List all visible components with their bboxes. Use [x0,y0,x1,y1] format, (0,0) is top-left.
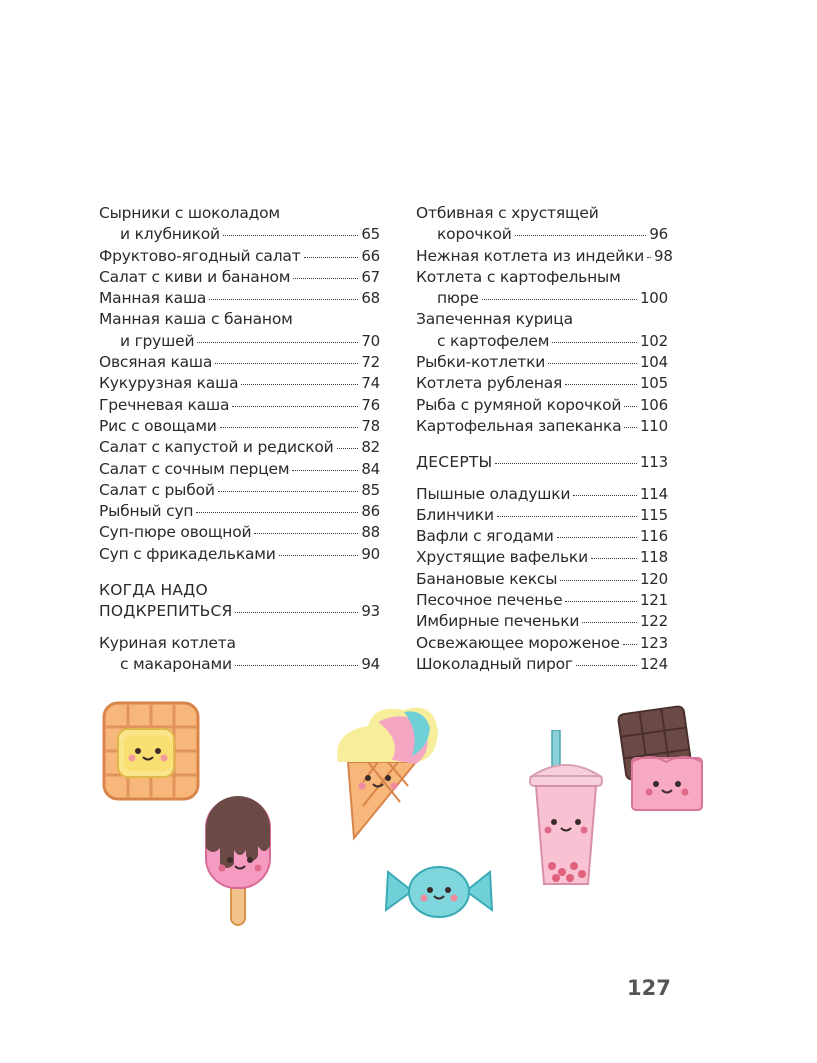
toc-entry [416,547,668,568]
toc-entry-title: Салат с капустой и редиской [99,438,334,457]
toc-entry-title: Освежающее мороженое [416,633,620,652]
toc-entry-title: Хрустящие вафельки [416,548,588,567]
dot-leader [495,463,637,464]
toc-page-number: 116 [639,527,668,546]
toc-section-heading [99,580,380,623]
toc-entry-title: Пышные оладушки [416,484,571,503]
toc-entry [416,569,668,590]
toc-page-number: 121 [639,591,668,610]
toc-page-number: 90 [361,544,380,563]
toc-entry-title: пюре [437,289,479,308]
toc-page-number: 110 [639,416,668,435]
toc-page-number: 76 [361,395,380,414]
toc-page-number: 66 [361,246,380,265]
dot-leader [209,299,358,300]
dot-leader [482,299,637,300]
dot-leader [565,384,637,385]
toc-entry-title: Рыба с румяной корочкой [416,395,622,414]
toc-page-number: 65 [361,225,380,244]
dot-leader [576,665,637,666]
toc-entry [99,246,380,267]
dot-leader [573,495,637,496]
toc-entry [416,633,668,654]
toc-entry-title: Гречневая каша [99,395,230,414]
dot-leader [624,406,637,407]
toc-entry [99,395,380,416]
dot-leader [548,363,637,364]
dot-leader [254,533,358,534]
toc-page-number: 85 [361,480,380,499]
toc-entry [99,480,380,501]
toc-entry [99,633,380,676]
toc-entry [416,654,668,675]
candy-illustration [384,862,494,920]
dot-leader [560,580,637,581]
toc-entry [416,267,668,310]
toc-entry-title: Песочное печенье [416,591,563,610]
toc-entry-title: Кукурузная каша [99,374,239,393]
dot-leader [241,384,358,385]
toc-entry-title: Нежная котлета из индейки [416,246,645,265]
dot-leader [304,257,359,258]
toc-entry [99,501,380,522]
page-number: 127 [627,976,671,1000]
toc-column-right [416,203,673,675]
toc-entry [416,309,668,352]
dot-leader [292,470,358,471]
toc-entry-title: Манная каша с бананом [99,310,293,329]
toc-entry [99,522,380,543]
toc-entry-title: Салат с сочным перцем [99,459,290,478]
toc-entry-title: Картофельная запеканка [416,416,622,435]
popsicle-illustration [198,792,278,927]
toc-entry-title: КОГДА НАДО [99,581,208,600]
dot-leader [647,257,651,258]
dot-leader [220,427,359,428]
toc-entry-title: Фруктово-ягодный салат [99,246,301,265]
toc-page-number: 113 [639,453,668,472]
toc-entry-title: Рыбки-котлетки [416,353,546,372]
toc-page-number: 102 [639,331,668,350]
dot-leader [196,512,358,513]
toc-column-left [99,203,380,675]
toc-entry-title: Шоколадный пирог [416,654,573,673]
toc-entry [416,484,668,505]
dot-leader [582,622,637,623]
waffle-illustration [98,697,204,805]
toc-page-number: 82 [361,438,380,457]
toc-page-number: 74 [361,374,380,393]
toc-page-number: 123 [639,633,668,652]
toc-page-number: 105 [639,374,668,393]
dot-leader [223,235,358,236]
toc-page-number: 106 [639,395,668,414]
chocolate-bar-illustration [616,702,706,814]
toc-entry-title: Салат с рыбой [99,480,215,499]
toc-entry-title: с картофелем [437,331,550,350]
toc-entry-title: Имбирные печеньки [416,612,580,631]
dot-leader [497,516,637,517]
toc-entry [416,526,668,547]
ice-cream-cone-illustration [318,702,438,842]
toc-entry [99,459,380,480]
dot-leader [235,612,358,613]
toc-entry [416,352,668,373]
toc-entry [99,373,380,394]
toc-entry [99,288,380,309]
toc-entry-title: Отбивная с хрустящей [416,204,599,222]
dot-leader [293,278,358,279]
toc-page-number: 93 [361,602,380,621]
toc-entry [99,416,380,437]
toc-page-number: 100 [639,289,668,308]
dot-leader [565,601,637,602]
dot-leader [557,537,637,538]
dot-leader [552,342,637,343]
dot-leader [279,555,359,556]
toc-page-number: 96 [649,225,668,244]
toc-page-number: 84 [361,459,380,478]
toc-entry [99,544,380,565]
dot-leader [337,448,359,449]
toc-entry [416,246,673,267]
dot-leader [215,363,358,364]
toc-entry [99,309,380,352]
toc-page-number: 98 [654,246,673,265]
dot-leader [235,665,358,666]
toc-page-number: 68 [361,289,380,308]
toc-page-number: 122 [639,612,668,631]
toc-entry [416,611,668,632]
dot-leader [623,644,637,645]
toc-entry-title: Манная каша [99,289,207,308]
toc-entry-title: Салат с киви и бананом [99,267,291,286]
toc-page-number: 70 [361,331,380,350]
toc-entry-title: и клубникой [120,225,220,244]
dot-leader [591,558,637,559]
toc-entry-title: Банановые кексы [416,569,558,588]
toc-entry-title: ДЕСЕРТЫ [416,453,493,472]
toc-entry-title: Овсяная каша [99,353,213,372]
toc-page-number: 115 [639,505,668,524]
toc-page-number: 120 [639,569,668,588]
toc-entry-title: Запеченная курица [416,310,573,329]
toc-entry [99,437,380,458]
toc-entry [416,373,668,394]
toc-entry-title: Вафли с ягодами [416,527,554,546]
toc-entry-title: Котлета с картофельным [416,267,621,286]
toc-entry-title: Рис с овощами [99,416,217,435]
toc-page-number: 88 [361,523,380,542]
toc-entry-title: Суп-пюре овощной [99,523,252,542]
toc-entry-title: Суп с фрикадельками [99,544,276,563]
toc-entry [99,203,380,246]
toc-entry-title: ПОДКРЕПИТЬСЯ [99,602,233,621]
toc-entry [416,416,668,437]
bubble-tea-illustration [526,730,606,890]
toc-entry-title: Куриная котлета [99,633,236,652]
toc-entry [416,590,668,611]
toc-entry [416,203,668,246]
toc-entry-title: Рыбный суп [99,502,194,521]
toc-entry-title: Котлета рубленая [416,374,563,393]
toc-page-number: 72 [361,353,380,372]
toc-entry [99,267,380,288]
toc-page-number: 86 [361,502,380,521]
toc-section-heading [416,452,668,473]
toc-entry-title: и грушей [120,331,195,350]
dot-leader [232,406,358,407]
dot-leader [218,491,359,492]
toc-page-number: 94 [361,654,380,673]
toc-entry-title: корочкой [437,225,512,244]
dot-leader [515,235,647,236]
dot-leader [197,342,358,343]
toc-entry-title: Блинчики [416,505,494,524]
toc-page-number: 67 [361,267,380,286]
toc-entry [416,395,668,416]
toc-page-number: 114 [639,484,668,503]
toc-page-number: 78 [361,416,380,435]
toc-page-number: 118 [639,548,668,567]
toc-entry-title: Сырники с шоколадом [99,204,280,222]
toc-page-number: 124 [639,654,668,673]
dot-leader [624,427,637,428]
toc-entry [416,505,668,526]
toc-entry-title: с макаронами [120,654,232,673]
toc-entry [99,352,380,373]
toc-page-number: 104 [639,353,668,372]
